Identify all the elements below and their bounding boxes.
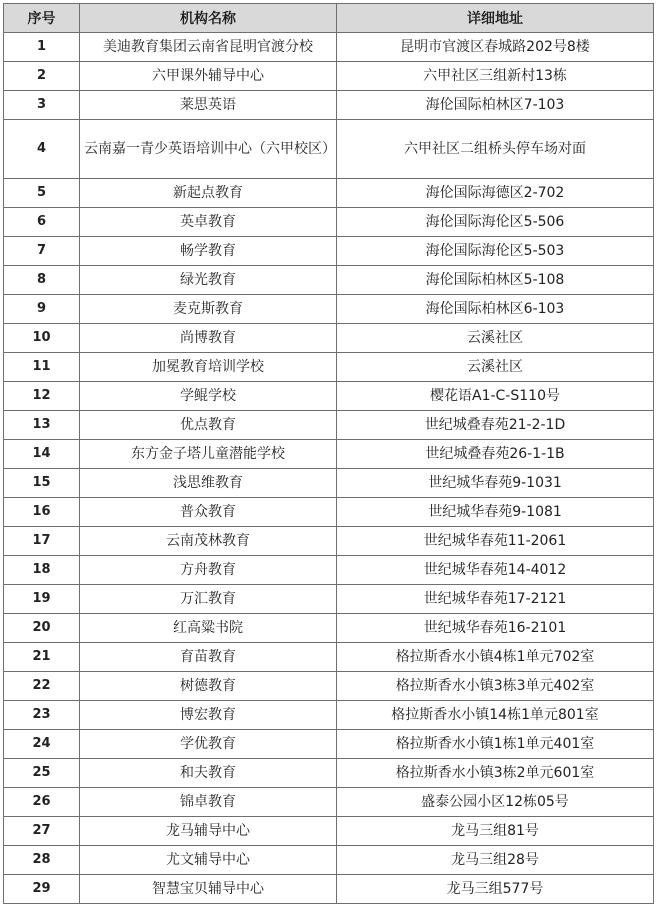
cell-institution-name: 普众教育 (80, 498, 337, 527)
cell-address: 云溪社区 (337, 353, 654, 382)
cell-index: 10 (4, 324, 80, 353)
cell-address: 海伦国际柏林区6-103 (337, 295, 654, 324)
cell-institution-name: 锦卓教育 (80, 788, 337, 817)
table-row (4, 295, 654, 324)
cell-index: 22 (4, 672, 80, 701)
header-index: 序号 (4, 4, 80, 33)
cell-institution-name: 万汇教育 (80, 585, 337, 614)
table-row (4, 179, 654, 208)
table-row (4, 643, 654, 672)
cell-address: 世纪城叠春苑21-2-1D (337, 411, 654, 440)
cell-index: 26 (4, 788, 80, 817)
cell-institution-name: 学优教育 (80, 730, 337, 759)
cell-index: 19 (4, 585, 80, 614)
cell-address: 樱花语A1-C-S110号 (337, 382, 654, 411)
cell-index: 24 (4, 730, 80, 759)
cell-index: 20 (4, 614, 80, 643)
cell-institution-name: 浅思维教育 (80, 469, 337, 498)
table-row (4, 411, 654, 440)
table-row (4, 875, 654, 904)
cell-institution-name: 红高粱书院 (80, 614, 337, 643)
cell-index: 2 (4, 62, 80, 91)
institution-table-wrapper (3, 3, 654, 904)
cell-address: 龙马三组81号 (337, 817, 654, 846)
cell-address: 格拉斯香水小镇3栋2单元601室 (337, 759, 654, 788)
table-row (4, 730, 654, 759)
cell-index: 1 (4, 33, 80, 62)
table-row (4, 91, 654, 120)
cell-address: 六甲社区二组桥头停车场对面 (337, 120, 654, 179)
cell-institution-name: 畅学教育 (80, 237, 337, 266)
table-row (4, 759, 654, 788)
header-address: 详细地址 (337, 4, 654, 33)
cell-index: 3 (4, 91, 80, 120)
table-row (4, 585, 654, 614)
cell-index: 16 (4, 498, 80, 527)
cell-index: 23 (4, 701, 80, 730)
table-row (4, 440, 654, 469)
cell-index: 27 (4, 817, 80, 846)
cell-address: 海伦国际海伦区5-506 (337, 208, 654, 237)
cell-index: 21 (4, 643, 80, 672)
cell-address: 海伦国际海德区2-702 (337, 179, 654, 208)
cell-index: 13 (4, 411, 80, 440)
cell-address: 格拉斯香水小镇14栋1单元801室 (337, 701, 654, 730)
cell-institution-name: 龙马辅导中心 (80, 817, 337, 846)
table-row (4, 701, 654, 730)
cell-address: 云溪社区 (337, 324, 654, 353)
cell-institution-name: 加冕教育培训学校 (80, 353, 337, 382)
cell-address: 六甲社区三组新村13栋 (337, 62, 654, 91)
cell-institution-name: 育苗教育 (80, 643, 337, 672)
cell-index: 15 (4, 469, 80, 498)
table-row (4, 33, 654, 62)
cell-index: 9 (4, 295, 80, 324)
table-row (4, 556, 654, 585)
cell-institution-name: 东方金子塔儿童潜能学校 (80, 440, 337, 469)
cell-institution-name: 云南嘉一青少英语培训中心（六甲校区） (80, 120, 337, 179)
cell-index: 8 (4, 266, 80, 295)
cell-address: 海伦国际柏林区5-108 (337, 266, 654, 295)
cell-address: 格拉斯香水小镇3栋3单元402室 (337, 672, 654, 701)
cell-institution-name: 树德教育 (80, 672, 337, 701)
cell-address: 世纪城华春苑11-2061 (337, 527, 654, 556)
cell-institution-name: 尤文辅导中心 (80, 846, 337, 875)
cell-index: 17 (4, 527, 80, 556)
cell-index: 25 (4, 759, 80, 788)
cell-institution-name: 英卓教育 (80, 208, 337, 237)
cell-institution-name: 绿光教育 (80, 266, 337, 295)
table-row (4, 846, 654, 875)
table-body (4, 33, 654, 904)
table-row (4, 382, 654, 411)
cell-address: 昆明市官渡区春城路202号8楼 (337, 33, 654, 62)
cell-index: 29 (4, 875, 80, 904)
table-header-row (4, 4, 654, 33)
cell-address: 海伦国际海伦区5-503 (337, 237, 654, 266)
cell-address: 龙马三组28号 (337, 846, 654, 875)
table-row (4, 62, 654, 91)
cell-index: 4 (4, 120, 80, 179)
cell-address: 海伦国际柏林区7-103 (337, 91, 654, 120)
table-row (4, 527, 654, 556)
cell-institution-name: 云南茂林教育 (80, 527, 337, 556)
table-row (4, 266, 654, 295)
cell-institution-name: 美迪教育集团云南省昆明官渡分校 (80, 33, 337, 62)
table-row (4, 324, 654, 353)
table-row (4, 208, 654, 237)
cell-institution-name: 麦克斯教育 (80, 295, 337, 324)
cell-index: 7 (4, 237, 80, 266)
header-institution-name: 机构名称 (80, 4, 337, 33)
cell-institution-name: 优点教育 (80, 411, 337, 440)
cell-institution-name: 学鲲学校 (80, 382, 337, 411)
cell-address: 世纪城华春苑16-2101 (337, 614, 654, 643)
cell-address: 世纪城华春苑9-1081 (337, 498, 654, 527)
cell-institution-name: 博宏教育 (80, 701, 337, 730)
table-row (4, 498, 654, 527)
table-row (4, 817, 654, 846)
cell-institution-name: 和夫教育 (80, 759, 337, 788)
cell-address: 格拉斯香水小镇4栋1单元702室 (337, 643, 654, 672)
cell-address: 龙马三组577号 (337, 875, 654, 904)
table-row (4, 120, 654, 179)
cell-institution-name: 莱思英语 (80, 91, 337, 120)
cell-address: 格拉斯香水小镇1栋1单元401室 (337, 730, 654, 759)
cell-index: 28 (4, 846, 80, 875)
cell-institution-name: 六甲课外辅导中心 (80, 62, 337, 91)
cell-address: 世纪城华春苑17-2121 (337, 585, 654, 614)
table-row (4, 237, 654, 266)
cell-index: 11 (4, 353, 80, 382)
cell-institution-name: 方舟教育 (80, 556, 337, 585)
cell-institution-name: 智慧宝贝辅导中心 (80, 875, 337, 904)
institution-table (3, 3, 654, 904)
cell-institution-name: 新起点教育 (80, 179, 337, 208)
cell-address: 世纪城叠春苑26-1-1B (337, 440, 654, 469)
table-row (4, 469, 654, 498)
cell-address: 盛泰公园小区12栋05号 (337, 788, 654, 817)
cell-index: 6 (4, 208, 80, 237)
table-row (4, 353, 654, 382)
cell-index: 5 (4, 179, 80, 208)
cell-index: 14 (4, 440, 80, 469)
table-row (4, 614, 654, 643)
cell-institution-name: 尚博教育 (80, 324, 337, 353)
cell-index: 12 (4, 382, 80, 411)
cell-address: 世纪城华春苑9-1031 (337, 469, 654, 498)
table-row (4, 788, 654, 817)
table-row (4, 672, 654, 701)
cell-address: 世纪城华春苑14-4012 (337, 556, 654, 585)
cell-index: 18 (4, 556, 80, 585)
